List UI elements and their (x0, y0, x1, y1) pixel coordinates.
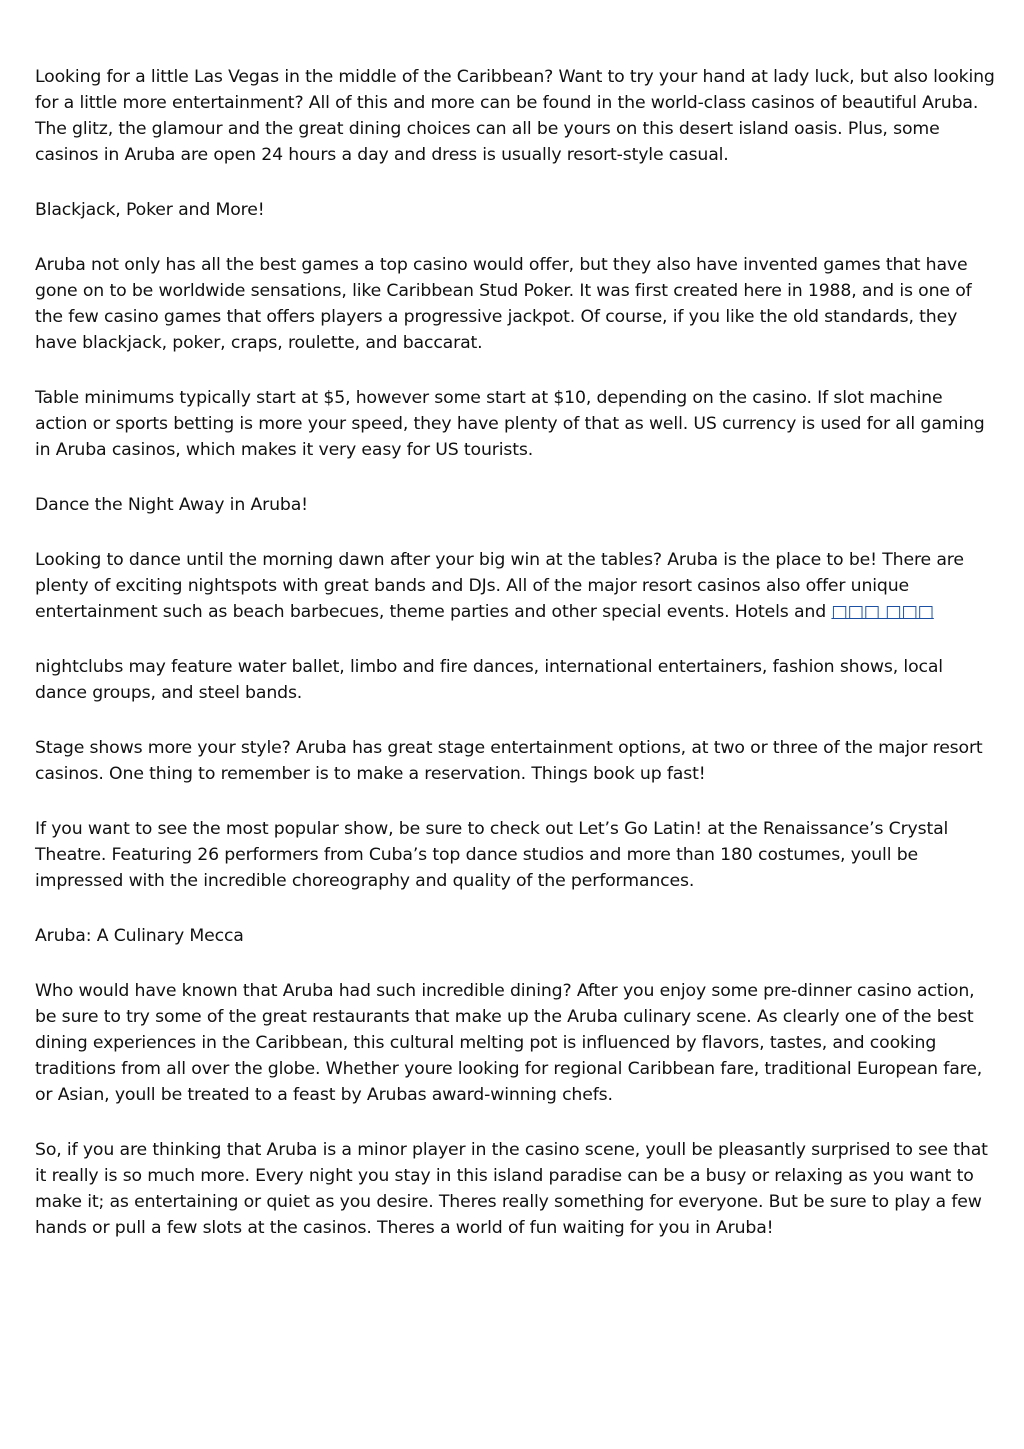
table-minimums-paragraph: Table minimums typically start at $5, however some start at $10, depending on the casino. If slot machine action or sports betting is more your speed, they have plenty of that as well. US currency is used for all gaming in Aruba casinos, which makes it very easy for US tourists. (35, 388, 985, 460)
inline-link[interactable]: □□□ □□□ (831, 602, 934, 622)
dining-paragraph: Who would have known that Aruba had such incredible dining? After you enjoy some pre-dinner casino action, be sure to try some of the great restaurants that make up the Aruba culinary scene. As clearly one of the best dining experiences in the Caribbean, this cultural melting pot is influenced by flavors, tastes, and cooking traditions from all over the globe. Whether youre looking for regional Caribbean fare, traditional European fare, or Asian, youll be treated to a feast by Arubas award-winning chefs. (35, 981, 983, 1105)
section-heading-dance: Dance the Night Away in Aruba! (35, 495, 308, 515)
intro-paragraph: Looking for a little Las Vegas in the middle of the Caribbean? Want to try your hand at lady luck, but also looking for a little more entertainment? All of this and more can be found in the world-class casinos of beautiful Aruba. The glitz, the glamour and the great dining choices can all be yours on this desert island oasis. Plus, some casinos in Aruba are open 24 hours a day and dress is usually resort-style casual. (35, 67, 995, 165)
nightlife-text: Looking to dance until the morning dawn after your big win at the tables? Aruba is the place to be! There are plenty of exciting nightspots with great bands and DJs. All of the major resort casinos also offer unique entertainment such as beach barbecues, theme parties and other special events. Hotels and (35, 550, 964, 622)
games-paragraph: Aruba not only has all the best games a top casino would offer, but they also have invented games that have gone on to be worldwide sensations, like Caribbean Stud Poker. It was first created here in 1988, and is one of the few casino games that offers players a progressive jackpot. Of course, if you like the old standards, they have blackjack, poker, craps, roulette, and baccarat. (35, 255, 972, 353)
document-body (35, 64, 995, 1270)
section-heading-blackjack: Blackjack, Poker and More! (35, 200, 265, 220)
section-heading-culinary: Aruba: A Culinary Mecca (35, 926, 244, 946)
nightclubs-paragraph: nightclubs may feature water ballet, limbo and fire dances, international entertainers, fashion shows, local dance groups, and steel bands. (35, 657, 943, 703)
stage-shows-paragraph: Stage shows more your style? Aruba has great stage entertainment options, at two or three of the major resort casinos. One thing to remember is to make a reservation. Things book up fast! (35, 738, 983, 784)
popular-show-paragraph: If you want to see the most popular show, be sure to check out Let’s Go Latin! at the Renaissance’s Crystal Theatre. Featuring 26 performers from Cuba’s top dance studios and more than 180 costumes, youll be impressed with the incredible choreography and quality of the performances. (35, 819, 949, 891)
closing-paragraph: So, if you are thinking that Aruba is a minor player in the casino scene, youll be pleasantly surprised to see that it really is so much more. Every night you stay in this island paradise can be a busy or relaxing as you want to make it; as entertaining or quiet as you desire. Theres really something for everyone. But be sure to play a few hands or pull a few slots at the casinos. Theres a world of fun waiting for you in Aruba! (35, 1140, 988, 1238)
nightlife-paragraph (35, 547, 995, 625)
